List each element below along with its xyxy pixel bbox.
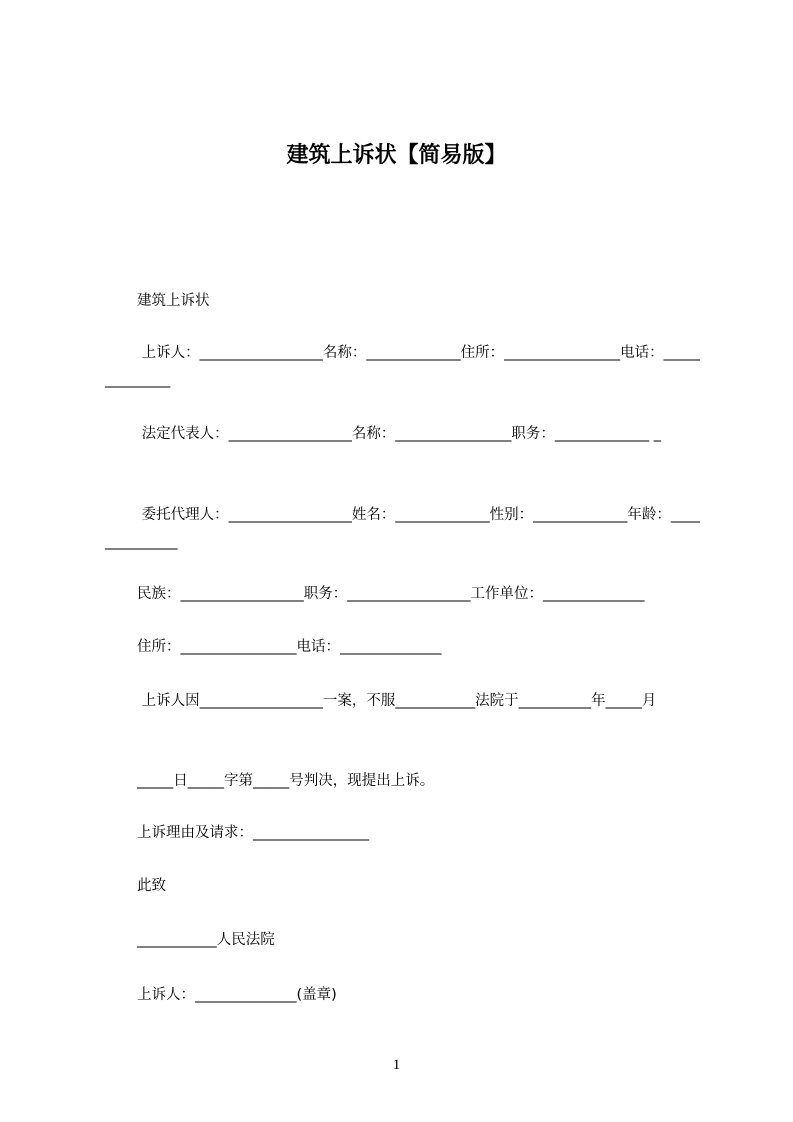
salutation-line: 此致 bbox=[137, 878, 166, 894]
ethnicity-line: 民族：_________________职务：_________________工作单位：______________ bbox=[137, 586, 645, 602]
court-line: ___________人民法院 bbox=[137, 932, 275, 948]
document-title: 建筑上诉状【简易版】 bbox=[286, 143, 507, 168]
appeal-cause-line: 上诉人因_________________一案，不服___________法院于__________年_____月 bbox=[137, 693, 657, 709]
appeal-reasons-line: 上诉理由及请求：________________ bbox=[137, 825, 369, 841]
legal-representative-line: 法定代表人：_________________名称：________________职务：_____________ _ bbox=[137, 426, 661, 442]
signature-line: 上诉人：______________(盖章) bbox=[137, 987, 337, 1003]
judgment-line: _____日_____字第_____号判决，现提出上诉。 bbox=[137, 773, 435, 789]
heading-line: 建筑上诉状 bbox=[137, 293, 210, 309]
address-line: 住所：________________电话：______________ bbox=[137, 639, 442, 655]
page-number: 1 bbox=[392, 1057, 401, 1073]
authorized-agent-line: 委托代理人：_________________姓名：_____________性别：_____________年龄：______________ bbox=[105, 507, 700, 550]
appellant-line: 上诉人：_________________名称：_____________住所：________________电话：______________ bbox=[105, 345, 700, 388]
